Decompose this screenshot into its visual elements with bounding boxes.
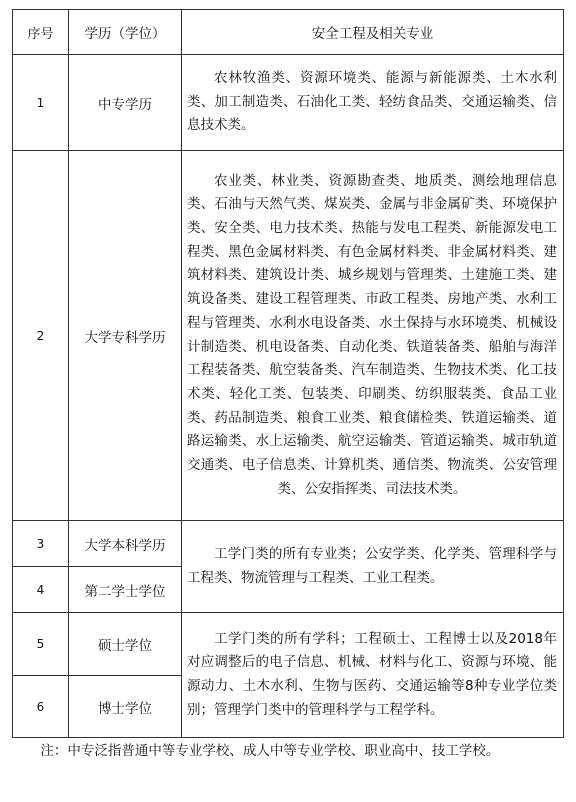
row-education: 硕士学位 — [69, 613, 182, 676]
row-no: 3 — [13, 521, 69, 567]
table-row — [13, 521, 564, 567]
row-education: 博士学位 — [69, 676, 182, 738]
row-majors: 工学门类的所有学科；工程硕士、工程博士以及2018年对应调整后的电子信息、机械、材料与化工、资源与环境、能源动力、土木水利、生物与医药、交通运输等8种专业学位类别；管理学门类中的管理科学与工程学科。 — [187, 630, 557, 718]
row-education: 大学专科学历 — [69, 151, 182, 521]
table-header-row — [13, 10, 564, 55]
row-education: 中专学历 — [69, 55, 182, 151]
row-majors-cell — [182, 613, 564, 738]
footnote: 注：中专泛指普通中等专业学校、成人中等专业学校、职业高中、技工学校。 — [40, 743, 500, 759]
row-majors-cell — [182, 55, 564, 151]
row-no: 4 — [13, 567, 69, 613]
row-majors: 工学门类的所有专业类；公安学类、化学类、管理科学与工程类、物流管理与工程类、工业工程类。 — [187, 545, 557, 586]
row-education: 第二学士学位 — [69, 567, 182, 613]
header-majors: 安全工程及相关专业 — [182, 10, 564, 55]
table-row — [13, 151, 564, 521]
row-majors-cell — [182, 151, 564, 521]
row-no: 5 — [13, 613, 69, 676]
row-majors-cell — [182, 521, 564, 613]
row-no: 6 — [13, 676, 69, 738]
row-majors: 农业类、林业类、资源勘查类、地质类、测绘地理信息类、石油与天然气类、煤炭类、金属与非金属矿类、环境保护类、安全类、电力技术类、热能与发电工程类、新能源发电工程类、黑色金属材料类、有色金属材料类、非金属材料类、建筑材料类、建筑设计类、城乡规划与管理类、土建施工类、建筑设备类、建设工程管理类、市政工程类、房地产类、水利工程与管理类、水利水电设备类、水土保持与水环境类、机械设计制造类、机电设备类、自动化类、铁道装备类、船舶与海洋工程装备类、航空装备类、汽车制造类、生物技术类、化工技术类、轻化工类、包装类、印刷类、纺织服装类、食品工业类、药品制造类、粮食工业类、粮食储检类、铁道运输类、道路运输类、水上运输类、航空运输类、管道运输类、城市轨道交通类、电子信息类、计算机类、通信类、物流类、公安管理类、公安指挥类、司法技术类。 — [187, 172, 557, 497]
row-no: 1 — [13, 55, 69, 151]
row-no: 2 — [13, 151, 69, 521]
majors-table — [12, 9, 564, 738]
header-no: 序号 — [13, 10, 69, 55]
table-row — [13, 55, 564, 151]
row-majors: 农林牧渔类、资源环境类、能源与新能源类、土木水利类、加工制造类、石油化工类、轻纺食品类、交通运输类、信息技术类。 — [187, 70, 557, 134]
header-education: 学历（学位） — [69, 10, 182, 55]
row-education: 大学本科学历 — [69, 521, 182, 567]
table-row — [13, 613, 564, 676]
